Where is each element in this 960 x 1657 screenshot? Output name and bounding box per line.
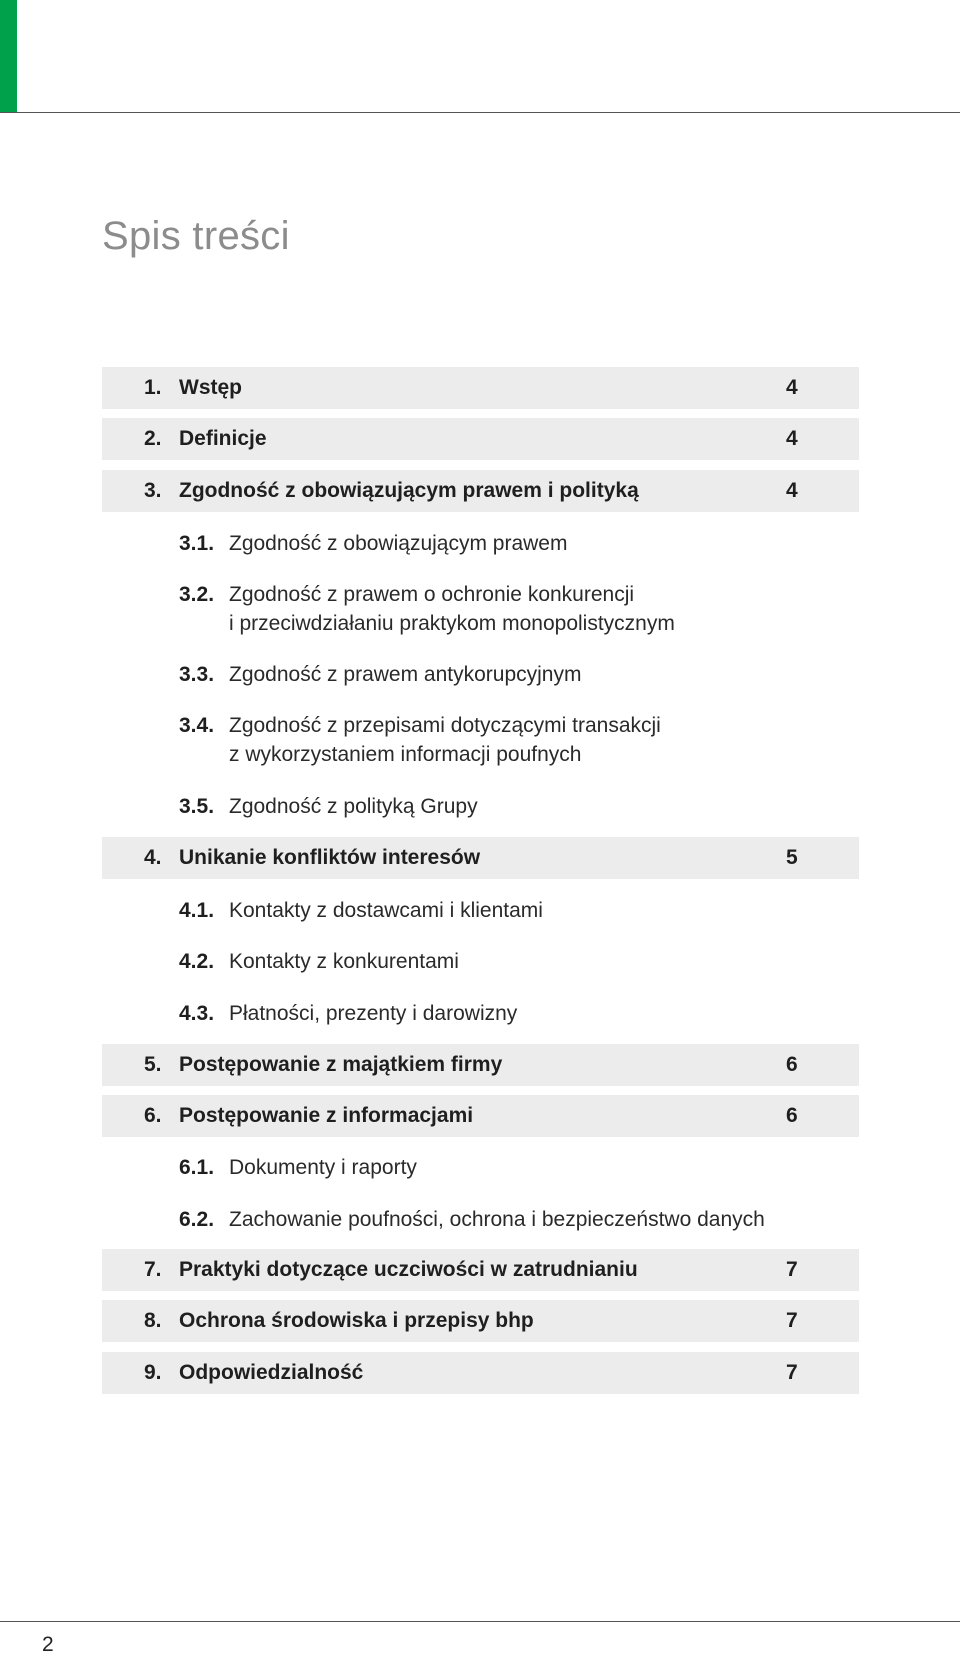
toc-subentry-title: Dokumenty i raporty	[229, 1156, 417, 1179]
toc-entry-5[interactable]	[102, 1044, 859, 1086]
toc-subentry-number: 6.2.	[179, 1208, 215, 1231]
toc-subentry-number: 3.4.	[179, 714, 215, 737]
toc-subentry-title: Zgodność z polityką Grupy	[229, 795, 478, 818]
toc-subentry-number: 3.2.	[179, 583, 215, 606]
toc-subentry-title-line-1: Zgodność z prawem o ochronie konkurencji	[229, 583, 635, 606]
toc-entry-8[interactable]	[102, 1300, 859, 1342]
toc-entry-number: 9.	[144, 1361, 162, 1384]
toc-subentry-number: 3.1.	[179, 532, 215, 555]
toc-entry-4[interactable]	[102, 837, 859, 879]
toc-entry-number: 7.	[144, 1258, 162, 1281]
toc-subentry-number: 4.3.	[179, 1002, 215, 1025]
toc-entry-page: 5	[786, 846, 798, 869]
toc-entry-title: Odpowiedzialność	[179, 1361, 364, 1384]
toc-subentry-number: 4.1.	[179, 899, 215, 922]
toc-entry-number: 8.	[144, 1309, 162, 1332]
toc-entry-page: 7	[786, 1258, 798, 1281]
toc-entry-title: Postępowanie z informacjami	[179, 1104, 474, 1127]
toc-entry-page: 7	[786, 1309, 798, 1332]
toc-entry-page: 4	[786, 427, 798, 450]
toc-entry-page: 6	[786, 1104, 798, 1127]
toc-subentry-number: 3.3.	[179, 663, 215, 686]
page-title: Spis treści	[102, 214, 290, 258]
toc-entry-page: 4	[786, 479, 798, 502]
toc-entry-number: 3.	[144, 479, 162, 502]
toc-entry-title: Zgodność z obowiązującym prawem i polityką	[179, 479, 639, 502]
header-rule	[0, 112, 960, 113]
toc-entry-title: Postępowanie z majątkiem firmy	[179, 1053, 503, 1076]
toc-entry-1[interactable]	[102, 367, 859, 409]
toc-subentry-number: 6.1.	[179, 1156, 215, 1179]
toc-subentry-title-line-2: z wykorzystaniem informacji poufnych	[229, 743, 582, 766]
toc-entry-number: 4.	[144, 846, 162, 869]
toc-entry-page: 6	[786, 1053, 798, 1076]
toc-entry-number: 2.	[144, 427, 162, 450]
toc-entry-3[interactable]	[102, 470, 859, 512]
page-number: 2	[42, 1633, 54, 1656]
toc-entry-6[interactable]	[102, 1095, 859, 1137]
toc-subentry-title-line-1: Zgodność z przepisami dotyczącymi transakcji	[229, 714, 661, 737]
toc-entry-page: 7	[786, 1361, 798, 1384]
toc-entry-2[interactable]	[102, 418, 859, 460]
toc-entry-number: 1.	[144, 376, 162, 399]
toc-subentry-number: 3.5.	[179, 795, 215, 818]
toc-entry-page: 4	[786, 376, 798, 399]
toc-subentry-title: Płatności, prezenty i darowizny	[229, 1002, 518, 1025]
toc-entry-title: Unikanie konfliktów interesów	[179, 846, 481, 869]
toc-entry-title: Wstęp	[179, 376, 242, 399]
toc-entry-9[interactable]	[102, 1352, 859, 1394]
toc-subentry-title: Kontakty z konkurentami	[229, 950, 459, 973]
toc-subentry-title: Kontakty z dostawcami i klientami	[229, 899, 543, 922]
green-accent-bar	[0, 0, 17, 113]
toc-subentry-number: 4.2.	[179, 950, 215, 973]
toc-subentry-title: Zachowanie poufności, ochrona i bezpieczeństwo danych	[229, 1208, 765, 1231]
toc-subentry-title: Zgodność z prawem antykorupcyjnym	[229, 663, 582, 686]
toc-entry-title: Ochrona środowiska i przepisy bhp	[179, 1309, 534, 1332]
toc-entry-7[interactable]	[102, 1249, 859, 1291]
toc-entry-title: Definicje	[179, 427, 267, 450]
toc-subentry-title-line-2: i przeciwdziałaniu praktykom monopolistycznym	[229, 612, 675, 635]
footer-rule	[0, 1621, 960, 1622]
toc-entry-number: 6.	[144, 1104, 162, 1127]
toc-entry-title: Praktyki dotyczące uczciwości w zatrudnianiu	[179, 1258, 638, 1281]
toc-subentry-title: Zgodność z obowiązującym prawem	[229, 532, 568, 555]
toc-entry-number: 5.	[144, 1053, 162, 1076]
